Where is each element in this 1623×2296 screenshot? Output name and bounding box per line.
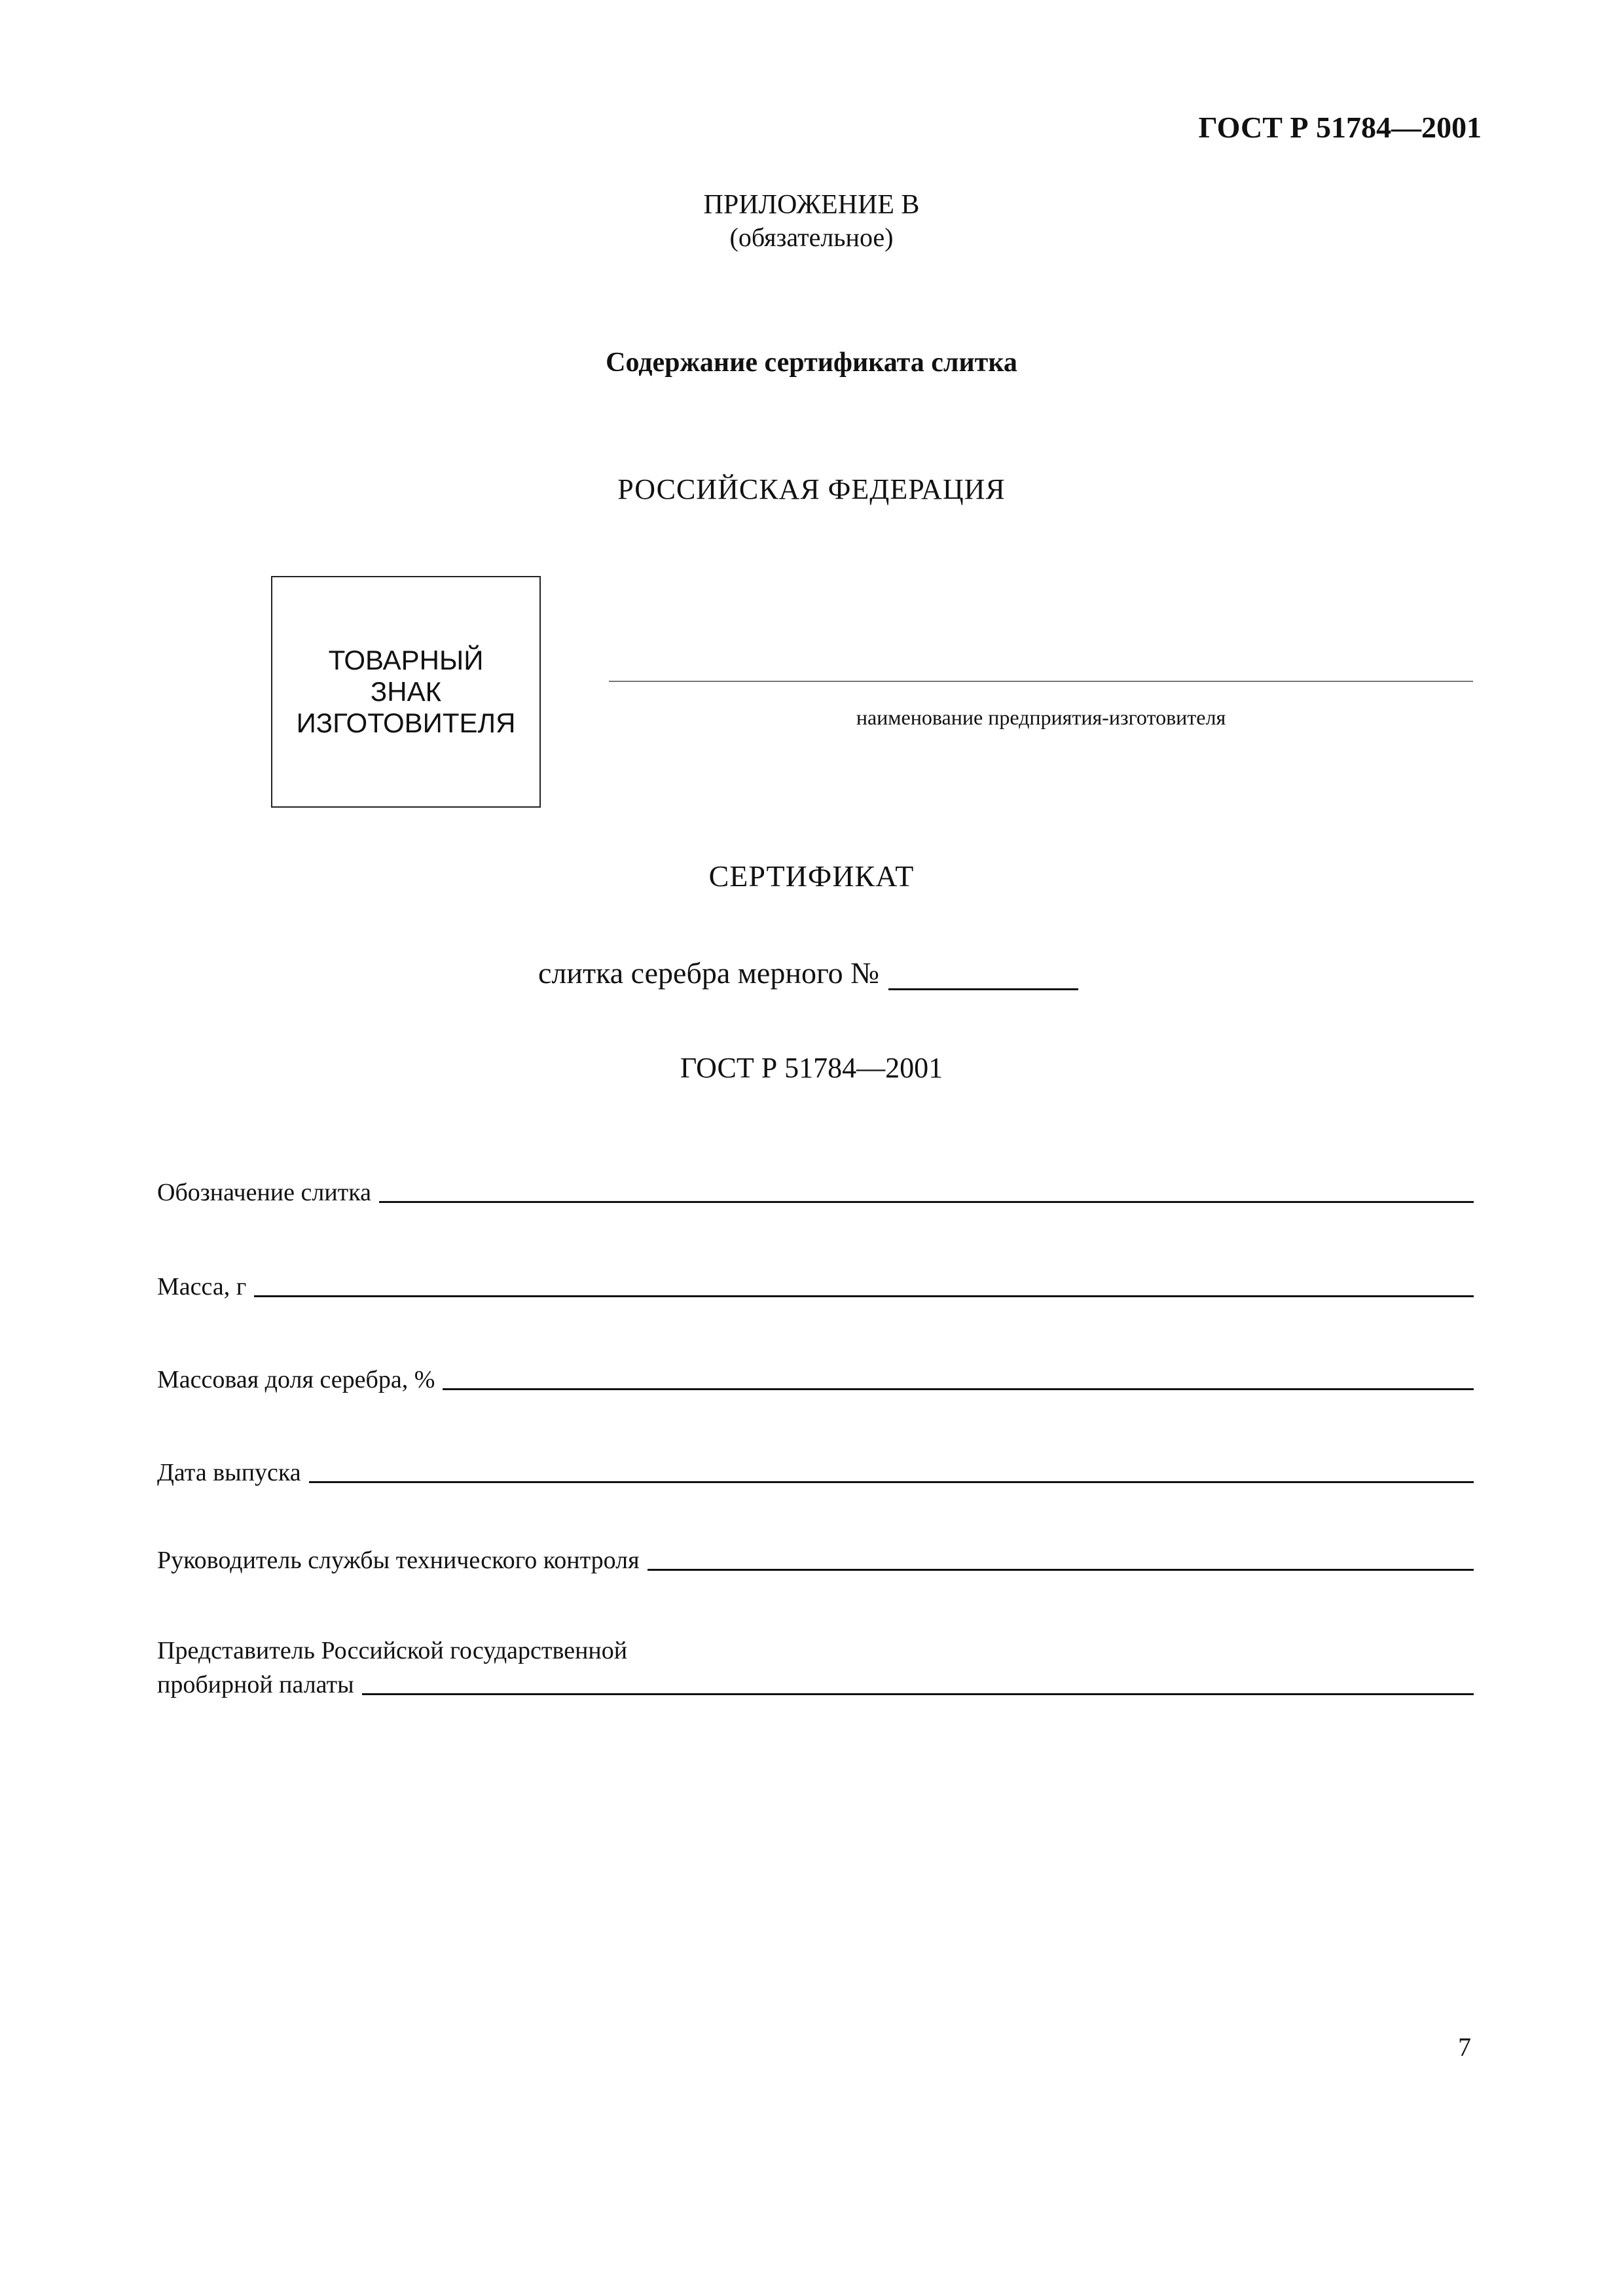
ingot-number-label: слитка серебра мерного № — [538, 956, 880, 990]
silver-fraction-row — [157, 1365, 1474, 1394]
ingot-number-row — [538, 956, 1078, 990]
appendix-title: ПРИЛОЖЕНИЕ В — [703, 190, 920, 220]
maker-name-caption: наименование предприятия-изготовителя — [856, 706, 1226, 729]
tech-control-row — [157, 1546, 1474, 1575]
trademark-box — [271, 576, 541, 808]
maker-name-field[interactable] — [609, 681, 1473, 682]
tech-control-field[interactable] — [647, 1568, 1474, 1571]
standard-reference: ГОСТ Р 51784—2001 — [680, 1052, 943, 1084]
country-name: РОССИЙСКАЯ ФЕДЕРАЦИЯ — [617, 473, 1006, 505]
trademark-line-1: ТОВАРНЫЙ — [328, 645, 484, 675]
designation-field[interactable] — [379, 1200, 1474, 1203]
trademark-line-2: ЗНАК — [370, 676, 442, 707]
issue-date-row — [157, 1458, 1474, 1487]
document-code: ГОСТ Р 51784—2001 — [1198, 111, 1482, 144]
assay-rep-row — [157, 1670, 1474, 1699]
silver-fraction-label: Массовая доля серебра, % — [157, 1366, 435, 1393]
issue-date-field[interactable] — [309, 1480, 1474, 1483]
mass-row — [157, 1272, 1474, 1301]
certificate-title: СЕРТИФИКАТ — [708, 859, 915, 893]
designation-row — [157, 1178, 1474, 1207]
tech-control-label: Руководитель службы технического контроля — [157, 1547, 640, 1574]
trademark-line-3: ИЗГОТОВИТЕЛЯ — [296, 708, 516, 738]
appendix-heading — [0, 188, 1623, 254]
designation-label: Обозначение слитка — [157, 1179, 372, 1206]
ingot-number-field[interactable] — [888, 962, 1078, 990]
assay-rep-label-line-1: Представитель Российской государственной — [157, 1637, 628, 1664]
assay-rep-field[interactable] — [362, 1693, 1474, 1695]
mass-field[interactable] — [254, 1295, 1474, 1297]
issue-date-label: Дата выпуска — [157, 1459, 301, 1486]
silver-fraction-field[interactable] — [443, 1388, 1474, 1390]
assay-rep-label-line-2: пробирной палаты — [157, 1671, 354, 1698]
mass-label: Масса, г — [157, 1273, 247, 1300]
page-title: Содержание сертификата слитка — [606, 348, 1017, 378]
appendix-note: (обязательное) — [729, 223, 894, 252]
page-number: 7 — [1458, 2032, 1471, 2062]
